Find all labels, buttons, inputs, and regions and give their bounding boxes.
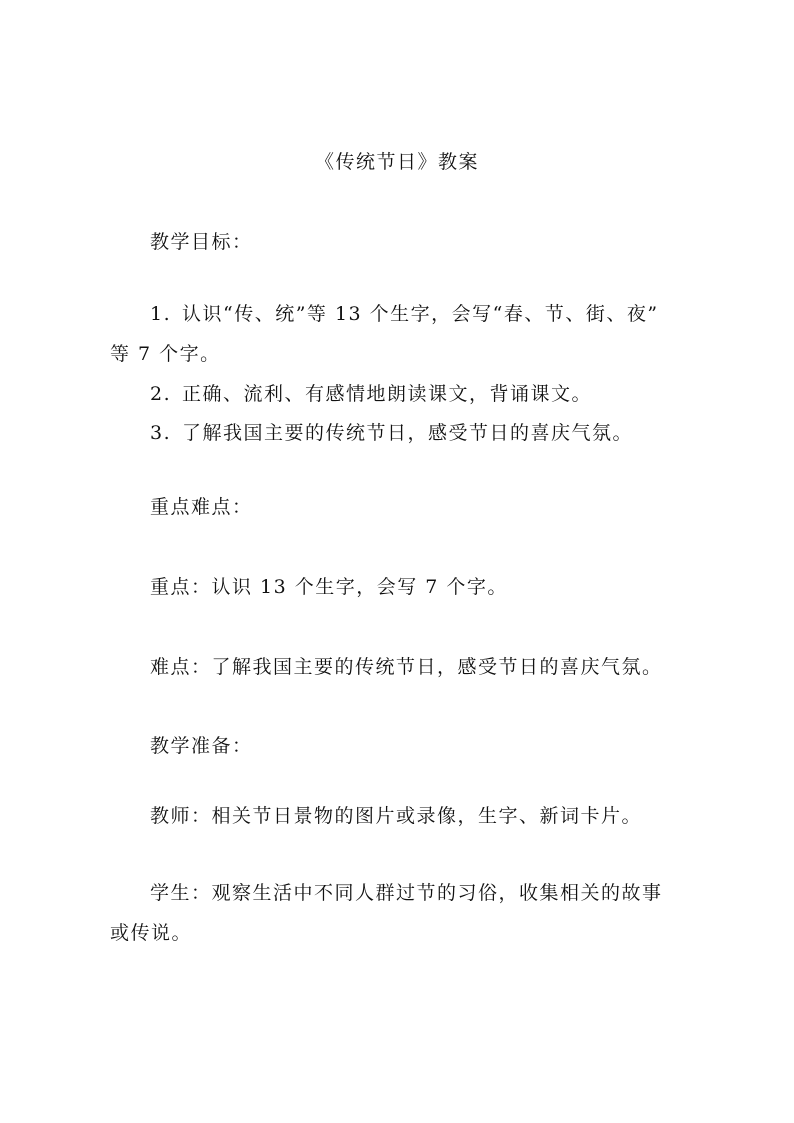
- difficulty-text: 难点：了解我国主要的传统节日，感受节日的喜庆气氛。: [150, 656, 663, 678]
- document-title: 《传统节日》教案: [314, 151, 479, 173]
- objective-number: 3.: [150, 422, 172, 444]
- objective-item-3: [150, 418, 740, 448]
- keypoint-text: 重点：认识 13 个生字，会写 7 个字。: [150, 576, 508, 598]
- objectives-heading: 教学目标：: [150, 231, 253, 253]
- objective-item-1-continued: 等 7 个字。: [110, 343, 221, 365]
- preparation-heading: 教学准备：: [150, 735, 253, 757]
- teacher-prep-text: 教师：相关节日景物的图片或录像，生字、新词卡片。: [150, 805, 643, 827]
- objective-number: 1.: [150, 303, 172, 325]
- objective-item-1: [150, 299, 740, 329]
- objective-text: 了解我国主要的传统节日，感受节日的喜庆气氛。: [182, 422, 634, 444]
- student-prep-text-continued: 或传说。: [110, 922, 193, 944]
- student-prep-text: 学生：观察生活中不同人群过节的习俗，收集相关的故事: [150, 882, 663, 904]
- objective-text: 认识“传、统”等 13 个生字，会写“春、节、街、夜”: [182, 303, 659, 325]
- objective-text: 正确、流利、有感情地朗读课文，背诵课文。: [182, 383, 593, 405]
- keypoints-heading: 重点难点：: [150, 496, 253, 518]
- objective-number: 2.: [150, 383, 172, 405]
- objective-item-2: [150, 379, 740, 409]
